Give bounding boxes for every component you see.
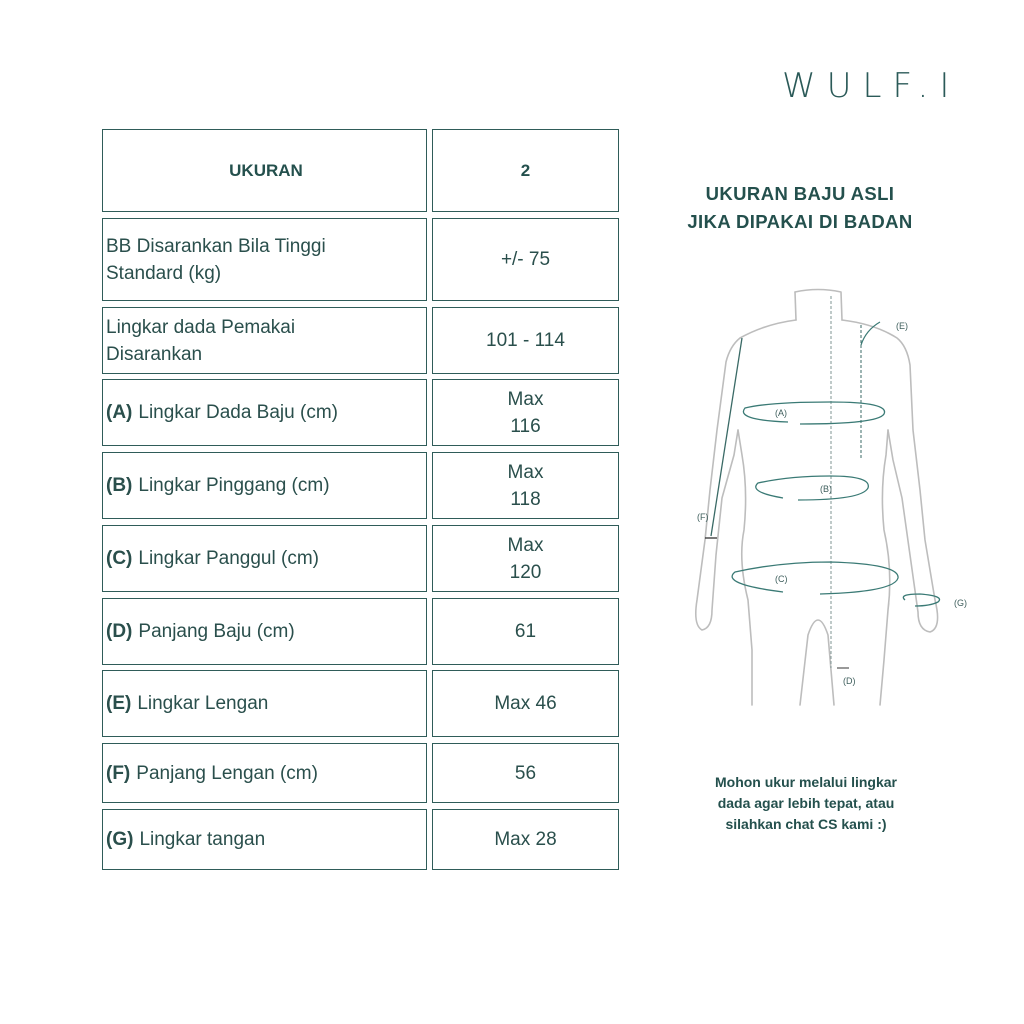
figure-title [650,180,950,236]
label-a: (A) [775,408,787,418]
table-row-label [102,218,427,301]
row-label-text: Lingkar tangan [139,829,266,850]
row-label-text: Panjang Lengan (cm) [136,762,318,784]
table-row-value: 61 [432,598,619,665]
table-row-label [102,379,427,446]
brand-logo: WULF.I [782,66,961,106]
row-label-text: Lingkar Pinggang (cm) [138,475,330,496]
table-row-value: 56 [432,743,619,803]
table-row-value: Max 28 [432,809,619,870]
note-line: Mohon ukur melalui lingkar [714,774,898,790]
label-d: (D) [843,676,856,686]
table-row-value: Max 120 [432,525,619,592]
figure-title-line: UKURAN BAJU ASLI [705,183,895,204]
label-g: (G) [954,598,967,608]
row-label-text: Lingkar Panggul (cm) [138,548,319,569]
label-c: (C) [775,574,788,584]
table-header-label: UKURAN [102,129,427,212]
row-code: (B) [106,475,133,496]
table-row-label [102,307,427,374]
label-e: (E) [896,321,908,331]
table-row-label [102,452,427,519]
table-row-value: 101 - 114 [432,307,619,374]
mannequin-figure [680,280,980,720]
label-b: (B) [820,484,832,494]
measure-note [676,772,936,835]
table-row-label [102,525,427,592]
table-row-value: +/- 75 [432,218,619,301]
row-code: (G) [106,829,134,850]
table-row-label [102,743,427,803]
table-row-label [102,598,427,665]
row-code: (F) [106,762,131,784]
row-label-text: Panjang Baju (cm) [138,621,295,642]
label-f: (F) [697,512,709,522]
table-header-size: 2 [432,129,619,212]
note-line: dada agar lebih tepat, atau [717,795,895,811]
row-label-text: Lingkar Dada Baju (cm) [138,402,338,423]
row-code: (D) [106,621,133,642]
row-code: (C) [106,548,133,569]
table-row-value: Max 116 [432,379,619,446]
note-line: silahkan chat CS kami :) [725,816,887,832]
row-code: (A) [106,402,133,423]
table-row-label [102,809,427,870]
table-row-value: Max 46 [432,670,619,737]
table-row-value: Max 118 [432,452,619,519]
row-label-text: Lingkar Lengan [137,693,269,714]
mannequin-outline [696,290,938,706]
row-code: (E) [106,693,132,714]
table-row-label [102,670,427,737]
row-label-text: BB Disarankan Bila Tinggi Standard (kg) [106,235,326,284]
measure-arrows [732,402,939,606]
row-label-text: Lingkar dada Pemakai Disarankan [106,316,296,365]
figure-title-line: JIKA DIPAKAI DI BADAN [687,211,913,232]
